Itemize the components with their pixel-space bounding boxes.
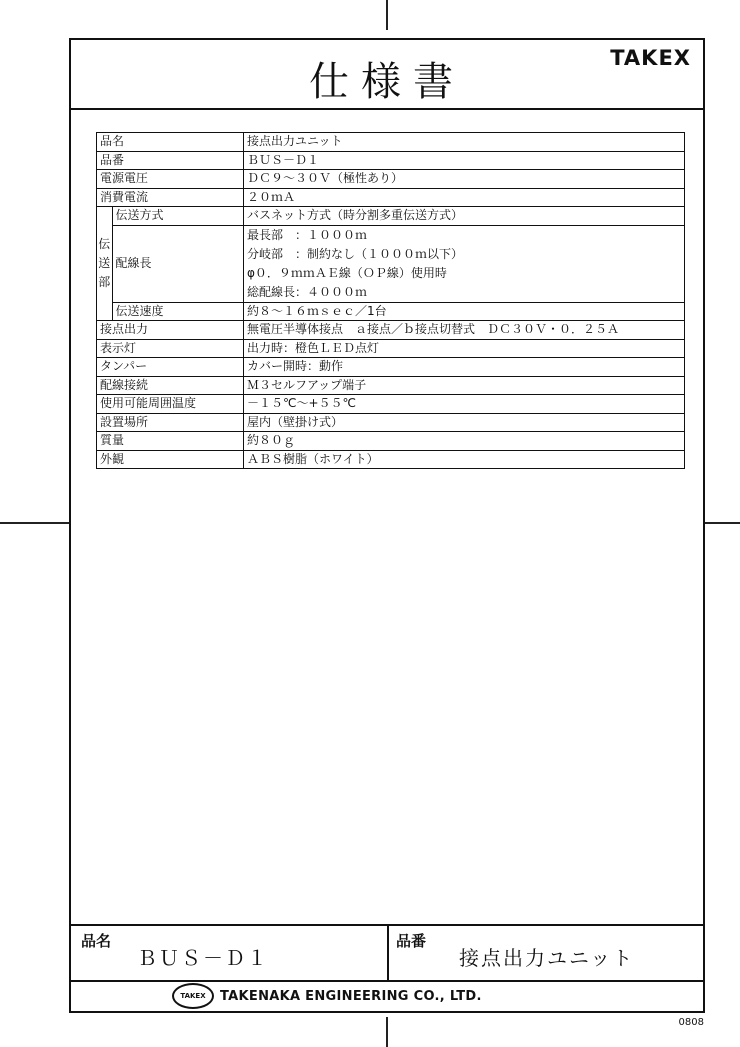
footer-name-value: ＢＵＳ－Ｄ１	[137, 946, 269, 970]
table-row	[97, 321, 685, 340]
spec-label: 使用可能周囲温度	[97, 395, 244, 414]
transmission-method-label: 伝送方式	[112, 207, 243, 226]
transmission-speed-label: 伝送速度	[112, 302, 243, 321]
spec-label: 消費電流	[97, 188, 244, 207]
spec-label: 質量	[97, 432, 244, 451]
footer-number-label: 品番	[396, 932, 427, 950]
spec-label: 表示灯	[97, 339, 244, 358]
spec-value: 出力時：橙色ＬＥＤ点灯	[244, 339, 685, 358]
spec-value: ２０ｍＡ	[244, 188, 685, 207]
title-divider	[71, 108, 703, 110]
table-row	[97, 207, 685, 226]
page-title: 仕様書	[309, 59, 465, 105]
table-row	[97, 170, 685, 189]
spec-value: ＡＢＳ樹脂（ホワイト）	[244, 450, 685, 469]
spec-value: 屋内（壁掛け式）	[244, 413, 685, 432]
wiring-length-value	[244, 225, 685, 302]
spec-value: 約８０ｇ	[244, 432, 685, 451]
spec-value: ＢＵＳ－Ｄ１	[244, 151, 685, 170]
footer-column-divider	[387, 924, 389, 980]
spec-table	[96, 132, 685, 469]
wiring-line: φ０．９ｍｍＡＥ線（ＯＰ線）使用時	[247, 265, 447, 280]
spec-label: 外観	[97, 450, 244, 469]
spec-value: 接点出力ユニット	[244, 133, 685, 152]
table-row	[97, 358, 685, 377]
spec-value: －１５℃～+５５℃	[244, 395, 685, 414]
spec-label: 電源電圧	[97, 170, 244, 189]
table-row	[97, 188, 685, 207]
crop-mark-bottom	[386, 1017, 388, 1047]
footer-divider-bottom	[71, 980, 703, 982]
table-row	[97, 432, 685, 451]
table-row	[97, 225, 685, 302]
transmission-speed-value: 約８～１６ｍｓｅｃ／1台	[244, 302, 685, 321]
transmission-method-value: バスネット方式（時分割多重伝送方式）	[244, 207, 685, 226]
wiring-line: 分岐部 ：制約なし（１０００ｍ以下）	[247, 246, 464, 261]
table-row	[97, 376, 685, 395]
spec-label: 配線接続	[97, 376, 244, 395]
transmission-group-label: 伝 送 部	[97, 207, 113, 321]
spec-label: 接点出力	[97, 321, 244, 340]
table-row	[97, 339, 685, 358]
table-row	[97, 302, 685, 321]
spec-label: 品名	[97, 133, 244, 152]
table-row	[97, 395, 685, 414]
spec-label: 設置場所	[97, 413, 244, 432]
footer-number-value: 接点出力ユニット	[459, 946, 635, 970]
spec-value: 無電圧半導体接点 ａ接点／ｂ接点切替式 ＤＣ３０Ｖ・０．２５Ａ	[244, 321, 685, 340]
crop-mark-right	[705, 522, 740, 524]
spec-label: タンパー	[97, 358, 244, 377]
table-row	[97, 450, 685, 469]
crop-mark-top	[386, 0, 388, 30]
table-row	[97, 413, 685, 432]
company-logo-block	[172, 983, 482, 1009]
table-row	[97, 133, 685, 152]
spec-value: ＤＣ９～３０Ｖ（極性あり）	[244, 170, 685, 189]
table-row	[97, 151, 685, 170]
company-name: TAKENAKA ENGINEERING CO., LTD.	[220, 988, 482, 1004]
wiring-line: 総配線長：４０００ｍ	[247, 284, 368, 299]
spec-sheet-frame	[69, 38, 705, 1013]
brand-logo: TAKEX	[610, 46, 691, 70]
crop-mark-left	[0, 522, 69, 524]
document-code: 0808	[678, 1017, 704, 1028]
footer-name-label: 品名	[81, 932, 112, 950]
wiring-line: 最長部 ：１０００ｍ	[247, 227, 368, 242]
spec-value: カバー開時：動作	[244, 358, 685, 377]
wiring-length-label: 配線長	[112, 225, 243, 302]
spec-value: Ｍ３セルフアップ端子	[244, 376, 685, 395]
company-logo-mark: TAKEX	[172, 983, 214, 1009]
spec-label: 品番	[97, 151, 244, 170]
